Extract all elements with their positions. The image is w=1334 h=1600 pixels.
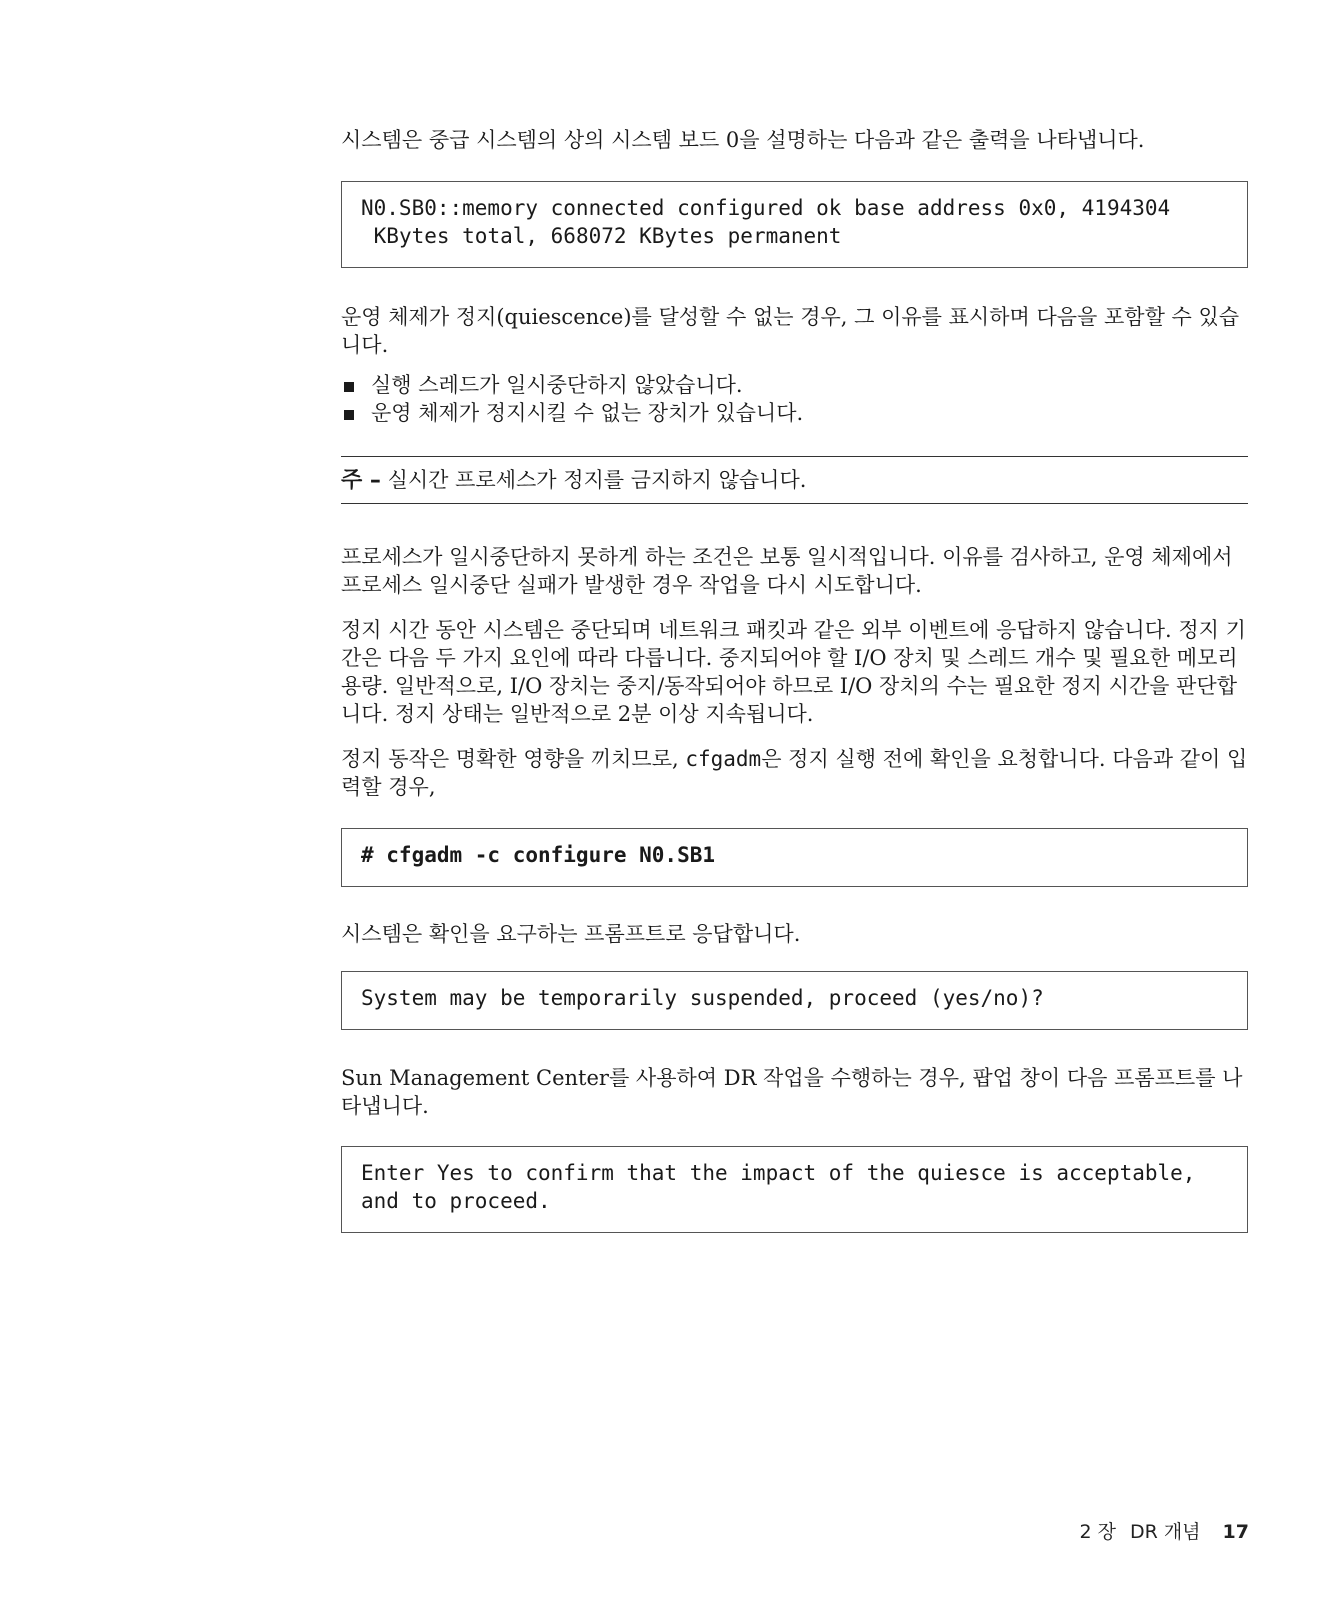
confirmation-text-after: 은 정지 실행 전에 확인을 요청합니다. 다음과 같이 입력할 경우, [341, 747, 1248, 799]
footer-chapter: 2 장 [1079, 1521, 1116, 1543]
page-number: 17 [1222, 1521, 1249, 1543]
code-block-prompt: System may be temporarily suspended, proceed (yes/no)? [341, 971, 1248, 1030]
code-block-command: # cfgadm -c configure N0.SB1 [341, 828, 1248, 887]
bullet-list [341, 371, 1248, 427]
bullet-square-icon [344, 410, 354, 420]
note-text: 실시간 프로세스가 정지를 금지하지 않습니다. [380, 468, 807, 492]
paragraph-prompt-response: 시스템은 확인을 요구하는 프롬프트로 응답합니다. [341, 922, 801, 946]
paragraph-quiescence: 운영 체제가 정지(quiescence)를 달성할 수 없는 경우, 그 이유를 표시하며 다음을 포함할 수 있습니다. [341, 305, 1240, 357]
list-item-text: 실행 스레드가 일시중단하지 않았습니다. [371, 373, 743, 397]
paragraph-confirmation [341, 745, 1248, 801]
list-item [341, 399, 1248, 427]
code-block-smc-prompt: Enter Yes to confirm that the impact of the quiesce is acceptable, and to proceed. [341, 1146, 1248, 1233]
page-footer [1079, 1517, 1249, 1544]
list-item-text: 운영 체제가 정지시킬 수 없는 장치가 있습니다. [371, 401, 804, 425]
paragraph-smc: Sun Management Center를 사용하여 DR 작업을 수행하는 경우, 팝업 창이 다음 프롬프트를 나타냅니다. [341, 1066, 1243, 1118]
note-label: 주 – [341, 468, 381, 493]
inline-command: cfgadm [685, 747, 762, 771]
bullet-square-icon [344, 382, 354, 392]
confirmation-text-before: 정지 동작은 명확한 영향을 끼치므로, [341, 747, 686, 771]
paragraph-intro: 시스템은 중급 시스템의 상의 시스템 보드 0을 설명하는 다음과 같은 출력을 나타냅니다. [341, 128, 1145, 152]
list-item [341, 371, 1248, 399]
note-box [341, 456, 1248, 504]
paragraph-suspend-conditions: 프로세스가 일시중단하지 못하게 하는 조건은 보통 일시적입니다. 이유를 검사하고, 운영 체제에서 프로세스 일시중단 실패가 발생한 경우 작업을 다시 시도합니다. [341, 545, 1233, 597]
page-body [341, 126, 1248, 1233]
code-block-memory-output: N0.SB0::memory connected configured ok base address 0x0, 4194304 KBytes total, 668072 KBytes permanent [341, 181, 1248, 268]
footer-title: DR 개념 [1129, 1521, 1201, 1543]
paragraph-quiesce-duration: 정지 시간 동안 시스템은 중단되며 네트워크 패킷과 같은 외부 이벤트에 응답하지 않습니다. 정지 기간은 다음 두 가지 요인에 따라 다릅니다. 중지되어야 할 I/O 장치 및 스레드 개수 및 필요한 메모리 용량. 일반적으로, I/O 장치는 중지/동작되어야 하므로 I/O 장치의 수는 필요한 정지 시간을 판단합니다. 정지 상태는 일반적으로 2분 이상 지속됩니다. [341, 618, 1246, 726]
